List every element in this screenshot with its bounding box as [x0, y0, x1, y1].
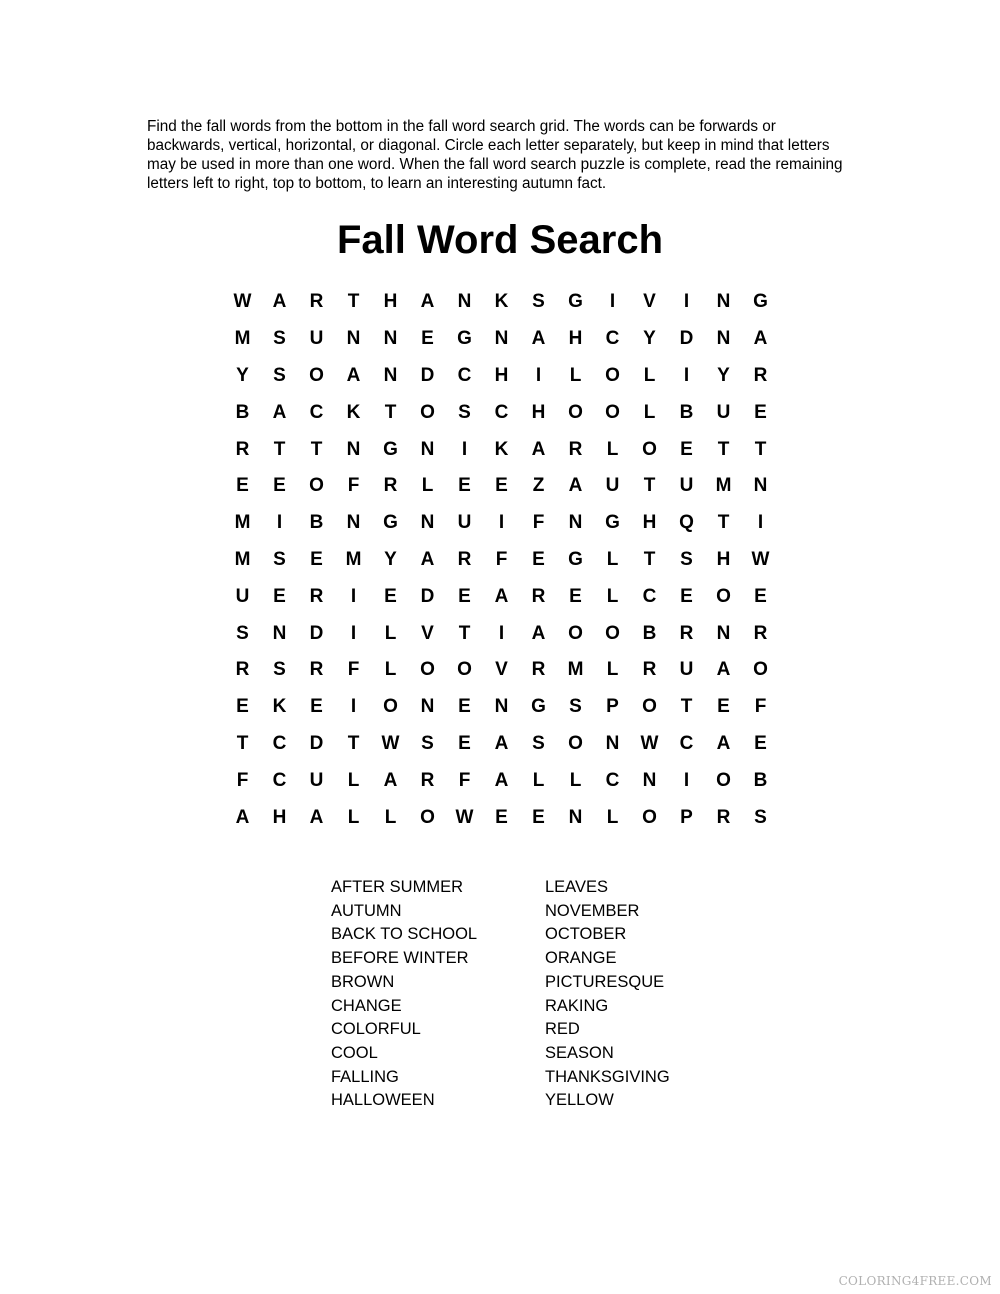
word-list-item: COOL — [331, 1043, 378, 1062]
grid-letter[interactable]: H — [272, 806, 287, 828]
grid-letter[interactable]: H — [494, 364, 509, 386]
grid-letter[interactable]: W — [640, 732, 659, 754]
grid-row — [224, 689, 779, 726]
word-list-item: BACK TO SCHOOL — [331, 925, 478, 944]
grid-letter[interactable]: S — [421, 732, 434, 754]
grid-letter[interactable]: C — [642, 585, 657, 607]
grid-letter[interactable]: M — [345, 548, 362, 570]
grid-letter[interactable]: L — [384, 806, 397, 828]
word-list-item: BROWN — [331, 972, 395, 991]
grid-row — [224, 321, 779, 358]
grid-letter[interactable]: A — [531, 622, 546, 644]
grid-row — [224, 284, 779, 321]
grid-letter[interactable]: L — [421, 475, 434, 497]
grid-row — [224, 615, 779, 652]
word-list-item: YELLOW — [545, 1091, 614, 1110]
grid-letter[interactable]: I — [350, 696, 357, 718]
grid-letter[interactable]: O — [568, 401, 583, 423]
grid-letter[interactable]: A — [346, 364, 361, 386]
grid-letter[interactable]: S — [458, 401, 471, 423]
grid-letter[interactable]: E — [569, 585, 582, 607]
grid-letter[interactable]: C — [457, 364, 472, 386]
grid-letter[interactable]: G — [753, 291, 768, 313]
grid-letter[interactable]: O — [568, 622, 583, 644]
grid-letter[interactable]: I — [609, 291, 616, 313]
grid-letter[interactable]: N — [494, 328, 509, 350]
grid-letter[interactable]: A — [753, 328, 768, 350]
grid-letter[interactable]: L — [347, 806, 360, 828]
grid-letter[interactable]: E — [236, 696, 249, 718]
word-list-item: PICTURESQUE — [545, 972, 665, 991]
grid-letter[interactable]: N — [420, 438, 435, 460]
grid-letter[interactable]: R — [531, 659, 546, 681]
grid-letter[interactable]: F — [347, 475, 360, 497]
grid-letter[interactable]: Y — [384, 548, 397, 570]
grid-letter[interactable]: E — [680, 438, 693, 460]
grid-letter[interactable]: R — [235, 659, 250, 681]
grid-letter[interactable]: U — [235, 585, 250, 607]
watermark: COLORING4FREE.COM — [838, 1274, 992, 1288]
grid-letter[interactable]: R — [716, 806, 731, 828]
word-list-item: AFTER SUMMER — [331, 878, 463, 896]
word-list-item: FALLING — [331, 1067, 399, 1086]
grid-letter[interactable]: B — [309, 512, 324, 534]
grid-letter[interactable]: A — [272, 401, 287, 423]
grid-letter[interactable]: R — [457, 548, 472, 570]
word-list-item: HALLOWEEN — [331, 1091, 435, 1110]
grid-letter[interactable]: E — [273, 585, 286, 607]
grid-letter[interactable]: D — [309, 732, 324, 754]
grid-letter[interactable]: R — [309, 659, 324, 681]
grid-letter[interactable]: U — [457, 512, 472, 534]
grid-letter[interactable]: N — [272, 622, 287, 644]
grid-letter[interactable]: T — [458, 622, 471, 644]
word-list-item: ORANGE — [545, 949, 617, 968]
grid-letter[interactable]: O — [568, 732, 583, 754]
grid-letter[interactable]: G — [383, 512, 398, 534]
grid-letter[interactable]: R — [679, 622, 694, 644]
grid-letter[interactable]: N — [716, 622, 731, 644]
grid-letter[interactable]: R — [531, 585, 546, 607]
grid-letter[interactable]: R — [383, 475, 398, 497]
grid-letter[interactable]: M — [715, 475, 732, 497]
grid-letter[interactable]: E — [458, 475, 471, 497]
grid-letter[interactable]: R — [309, 585, 324, 607]
grid-letter[interactable]: C — [309, 401, 324, 423]
grid-letter[interactable]: A — [235, 806, 250, 828]
grid-row — [224, 358, 779, 395]
grid-letter[interactable]: U — [716, 401, 731, 423]
grid-letter[interactable]: E — [754, 401, 767, 423]
grid-letter[interactable]: L — [347, 769, 360, 791]
grid-letter[interactable]: H — [642, 512, 657, 534]
grid-letter[interactable]: C — [272, 769, 287, 791]
word-list-item: CHANGE — [331, 996, 402, 1015]
grid-letter[interactable]: E — [236, 475, 249, 497]
grid-letter[interactable]: T — [680, 696, 693, 718]
grid-letter[interactable]: I — [683, 291, 690, 313]
grid-letter[interactable]: D — [309, 622, 324, 644]
grid-letter[interactable]: H — [568, 328, 583, 350]
grid-letter[interactable]: V — [495, 659, 508, 681]
grid-letter[interactable]: D — [420, 364, 435, 386]
grid-letter[interactable]: O — [753, 659, 768, 681]
grid-row — [224, 799, 779, 836]
grid-letter[interactable]: O — [309, 364, 324, 386]
grid-letter[interactable]: Y — [717, 364, 730, 386]
grid-letter[interactable]: E — [680, 585, 693, 607]
grid-letter[interactable]: D — [679, 328, 694, 350]
grid-letter[interactable]: U — [679, 659, 694, 681]
grid-letter[interactable]: P — [606, 696, 619, 718]
grid-letter[interactable]: A — [420, 291, 435, 313]
grid-row — [224, 468, 779, 505]
grid-letter[interactable]: U — [679, 475, 694, 497]
grid-letter[interactable]: T — [643, 548, 656, 570]
grid-letter[interactable]: F — [458, 769, 471, 791]
word-list-item: COLORFUL — [331, 1020, 421, 1039]
grid-letter[interactable]: I — [498, 512, 505, 534]
grid-letter[interactable]: M — [234, 548, 251, 570]
grid-letter[interactable]: T — [347, 732, 360, 754]
grid-letter[interactable]: O — [605, 622, 620, 644]
grid-letter[interactable]: N — [568, 806, 583, 828]
grid-letter[interactable]: R — [235, 438, 250, 460]
grid-letter[interactable]: A — [494, 732, 509, 754]
grid-row — [224, 431, 779, 468]
grid-letter[interactable]: T — [717, 438, 730, 460]
grid-letter[interactable]: L — [569, 364, 582, 386]
grid-letter[interactable]: O — [420, 659, 435, 681]
grid-letter[interactable]: S — [754, 806, 767, 828]
grid-letter[interactable]: L — [569, 769, 582, 791]
grid-letter[interactable]: C — [605, 328, 620, 350]
grid-letter[interactable]: B — [753, 769, 768, 791]
grid-letter[interactable]: O — [420, 401, 435, 423]
grid-letter[interactable]: M — [234, 328, 251, 350]
grid-row — [224, 394, 779, 431]
grid-letter[interactable]: S — [532, 291, 545, 313]
grid-letter[interactable]: L — [384, 622, 397, 644]
grid-letter[interactable]: N — [457, 291, 472, 313]
grid-letter[interactable]: H — [383, 291, 398, 313]
grid-letter[interactable]: N — [753, 475, 768, 497]
grid-letter[interactable]: Q — [679, 512, 694, 534]
page-title: Fall Word Search — [336, 218, 663, 262]
grid-letter[interactable]: P — [680, 806, 693, 828]
grid-letter[interactable]: N — [605, 732, 620, 754]
grid-letter[interactable]: S — [680, 548, 693, 570]
grid-letter[interactable]: I — [683, 364, 690, 386]
grid-letter[interactable]: A — [568, 475, 583, 497]
grid-letter[interactable]: C — [679, 732, 694, 754]
grid-letter[interactable]: G — [568, 548, 583, 570]
grid-letter[interactable]: E — [458, 585, 471, 607]
grid-letter[interactable]: E — [384, 585, 397, 607]
word-list-item: NOVEMBER — [545, 901, 640, 920]
grid-letter[interactable]: I — [683, 769, 690, 791]
grid-letter[interactable]: N — [346, 438, 361, 460]
grid-letter[interactable]: N — [346, 512, 361, 534]
grid-letter[interactable]: O — [642, 438, 657, 460]
grid-letter[interactable]: B — [679, 401, 694, 423]
grid-letter[interactable]: E — [754, 732, 767, 754]
grid-letter[interactable]: A — [309, 806, 324, 828]
grid-letter[interactable]: E — [310, 548, 323, 570]
grid-letter[interactable]: A — [531, 438, 546, 460]
grid-row — [224, 726, 779, 763]
grid-letter[interactable]: Z — [532, 475, 545, 497]
grid-letter[interactable]: M — [567, 659, 584, 681]
grid-letter[interactable]: K — [494, 291, 509, 313]
grid-letter[interactable]: S — [273, 328, 286, 350]
grid-letter[interactable]: K — [494, 438, 509, 460]
grid-letter[interactable]: O — [716, 585, 731, 607]
grid-letter[interactable]: N — [383, 328, 398, 350]
grid-letter[interactable]: S — [273, 659, 286, 681]
grid-letter[interactable]: R — [309, 291, 324, 313]
grid-letter[interactable]: E — [273, 475, 286, 497]
grid-letter[interactable]: O — [457, 659, 472, 681]
grid-letter[interactable]: G — [383, 438, 398, 460]
grid-letter[interactable]: E — [717, 696, 730, 718]
grid-letter[interactable]: N — [642, 769, 657, 791]
grid-letter[interactable]: S — [273, 548, 286, 570]
grid-row — [224, 652, 779, 689]
grid-letter[interactable]: I — [350, 585, 357, 607]
grid-letter[interactable]: F — [754, 696, 767, 718]
word-list-item: OCTOBER — [545, 925, 627, 944]
grid-letter[interactable]: O — [716, 769, 731, 791]
grid-letter[interactable]: T — [717, 512, 730, 534]
grid-letter[interactable]: O — [642, 696, 657, 718]
word-list-item: AUTUMN — [331, 901, 402, 920]
grid-letter[interactable]: L — [643, 364, 656, 386]
grid-letter[interactable]: W — [381, 732, 400, 754]
grid-letter[interactable]: O — [605, 401, 620, 423]
grid-letter[interactable]: S — [236, 622, 249, 644]
grid-letter[interactable]: C — [272, 732, 287, 754]
grid-letter[interactable]: N — [420, 512, 435, 534]
grid-letter[interactable]: L — [643, 401, 656, 423]
grid-letter[interactable]: N — [383, 364, 398, 386]
grid-letter[interactable]: R — [642, 659, 657, 681]
grid-letter[interactable]: A — [494, 585, 509, 607]
grid-letter[interactable]: N — [568, 512, 583, 534]
grid-letter[interactable]: T — [273, 438, 286, 460]
grid-letter[interactable]: R — [568, 438, 583, 460]
grid-letter[interactable]: R — [420, 769, 435, 791]
grid-letter[interactable]: E — [532, 806, 545, 828]
grid-letter[interactable]: T — [347, 291, 360, 313]
grid-letter[interactable]: L — [606, 548, 619, 570]
grid-letter[interactable]: I — [461, 438, 468, 460]
grid-letter[interactable]: W — [233, 291, 252, 313]
grid-letter[interactable]: A — [494, 769, 509, 791]
grid-letter[interactable]: O — [383, 696, 398, 718]
grid-letter[interactable]: L — [606, 585, 619, 607]
grid-row — [224, 762, 779, 799]
grid-letter[interactable]: A — [383, 769, 398, 791]
grid-letter[interactable]: R — [753, 622, 768, 644]
grid-letter[interactable]: A — [420, 548, 435, 570]
grid-letter[interactable]: I — [350, 622, 357, 644]
grid-letter[interactable]: E — [495, 806, 508, 828]
grid-letter[interactable]: W — [751, 548, 770, 570]
grid-letter[interactable]: D — [420, 585, 435, 607]
grid-letter[interactable]: B — [642, 622, 657, 644]
grid-letter[interactable]: N — [494, 696, 509, 718]
grid-letter[interactable]: G — [457, 328, 472, 350]
grid-letter[interactable]: C — [494, 401, 509, 423]
grid-letter[interactable]: F — [236, 769, 249, 791]
grid-letter[interactable]: G — [531, 696, 546, 718]
grid-letter[interactable]: E — [458, 696, 471, 718]
grid-letter[interactable]: A — [272, 291, 287, 313]
grid-letter[interactable]: F — [347, 659, 360, 681]
grid-letter[interactable]: E — [754, 585, 767, 607]
grid-letter[interactable]: B — [235, 401, 250, 423]
grid-letter[interactable]: O — [605, 364, 620, 386]
grid-letter[interactable]: E — [532, 548, 545, 570]
instructions-paragraph: Find the fall words from the bottom in the fall word search grid. The words can be forwards or backwards, vertical, horizontal, or diagonal. Circle each letter separately, but keep in mind that letters may be used in more than one word. When the fall word search puzzle is complete, read the remaining letters left to right, top to bottom, to learn an interesting autumn fact. — [147, 118, 843, 192]
grid-letter[interactable]: L — [606, 806, 619, 828]
grid-letter[interactable]: V — [421, 622, 434, 644]
grid-letter[interactable]: M — [234, 512, 251, 534]
grid-letter[interactable]: S — [569, 696, 582, 718]
grid-letter[interactable]: U — [309, 769, 324, 791]
word-list-left — [331, 876, 477, 1113]
grid-letter[interactable]: W — [455, 806, 474, 828]
grid-letter[interactable]: S — [273, 364, 286, 386]
grid-letter[interactable]: I — [498, 622, 505, 644]
grid-letter[interactable]: S — [532, 732, 545, 754]
grid-letter[interactable]: O — [420, 806, 435, 828]
grid-row — [224, 578, 779, 615]
grid-letter[interactable]: E — [310, 696, 323, 718]
grid-letter[interactable]: K — [272, 696, 287, 718]
grid-row — [224, 542, 779, 579]
grid-letter[interactable]: O — [642, 806, 657, 828]
grid-letter[interactable]: F — [495, 548, 508, 570]
grid-letter[interactable]: T — [384, 401, 397, 423]
grid-letter[interactable]: A — [716, 659, 731, 681]
grid-letter[interactable]: C — [605, 769, 620, 791]
grid-letter[interactable]: L — [532, 769, 545, 791]
word-list-item: LEAVES — [545, 878, 608, 896]
grid-letter[interactable]: U — [309, 328, 324, 350]
grid-letter[interactable]: H — [716, 548, 731, 570]
grid-letter[interactable]: N — [716, 328, 731, 350]
grid-letter[interactable]: A — [531, 328, 546, 350]
grid-letter[interactable]: I — [757, 512, 764, 534]
grid-letter[interactable]: I — [535, 364, 542, 386]
grid-letter[interactable]: N — [346, 328, 361, 350]
grid-letter[interactable]: N — [716, 291, 731, 313]
grid-letter[interactable]: G — [605, 512, 620, 534]
grid-letter[interactable]: A — [716, 732, 731, 754]
word-list-item: RED — [545, 1020, 580, 1039]
grid-letter[interactable]: I — [276, 512, 283, 534]
grid-letter[interactable]: K — [346, 401, 361, 423]
word-list-item: BEFORE WINTER — [331, 949, 469, 968]
grid-letter[interactable]: T — [643, 475, 656, 497]
grid-row — [224, 505, 779, 542]
grid-letter[interactable]: U — [605, 475, 620, 497]
grid-letter[interactable]: H — [531, 401, 546, 423]
grid-letter[interactable]: R — [753, 364, 768, 386]
grid-letter[interactable]: E — [495, 475, 508, 497]
grid-letter[interactable]: E — [458, 732, 471, 754]
grid-letter[interactable]: Y — [643, 328, 656, 350]
grid-letter[interactable]: O — [309, 475, 324, 497]
word-list-item: THANKSGIVING — [545, 1067, 670, 1086]
word-list-right — [545, 876, 670, 1113]
word-list-item: SEASON — [545, 1043, 614, 1062]
grid-letter[interactable]: N — [420, 696, 435, 718]
grid-letter[interactable]: L — [606, 659, 619, 681]
word-list-item: RAKING — [545, 996, 609, 1015]
word-search-grid — [224, 284, 779, 836]
grid-letter[interactable]: F — [532, 512, 545, 534]
grid-letter[interactable]: T — [754, 438, 767, 460]
grid-letter[interactable]: T — [310, 438, 323, 460]
grid-letter[interactable]: L — [606, 438, 619, 460]
grid-letter[interactable]: V — [643, 291, 656, 313]
grid-letter[interactable]: E — [421, 328, 434, 350]
grid-letter[interactable]: G — [568, 291, 583, 313]
grid-letter[interactable]: L — [384, 659, 397, 681]
grid-letter[interactable]: Y — [236, 364, 249, 386]
grid-letter[interactable]: T — [236, 732, 249, 754]
